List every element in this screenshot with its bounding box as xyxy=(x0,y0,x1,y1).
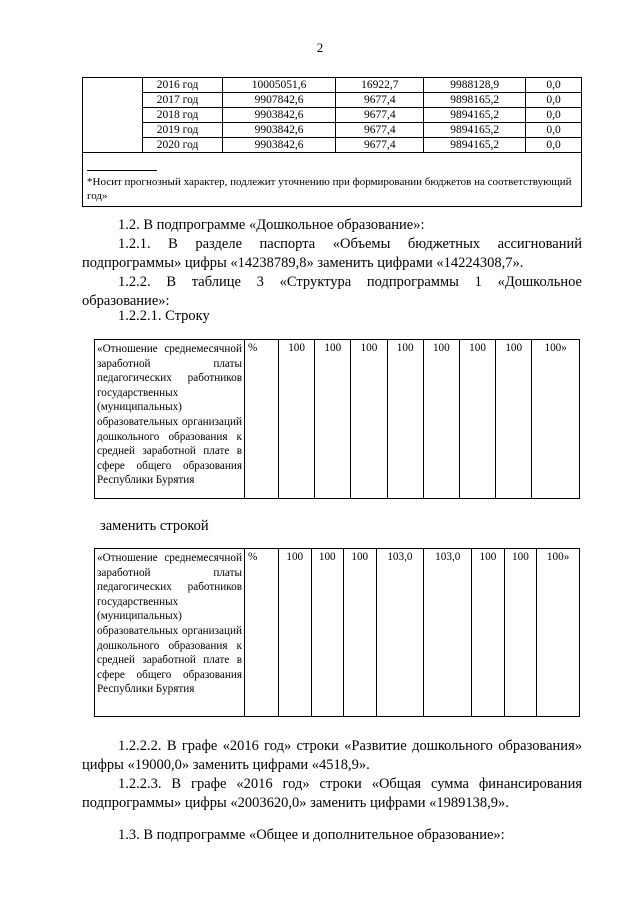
table-cell-total: 9903842,6 xyxy=(222,108,336,123)
table-cell-year: 2020 год xyxy=(142,138,222,153)
table-cell-total: 9903842,6 xyxy=(222,123,336,138)
table-row xyxy=(95,340,580,499)
table-cell-federal: 9677,4 xyxy=(336,123,424,138)
row-value: 100» xyxy=(532,340,580,499)
table-cell-year: 2019 год xyxy=(142,123,222,138)
row-description: «Отношение среднемесячной заработной платы педагогических работников государственных (муниципальных) образовательных организаций дошкольного образования к средней заработной плате в сфере общего образования Республики Бурятия xyxy=(95,549,245,717)
paragraph-1-2-2-3: 1.2.2.3. В графе «2016 год» строки «Общая сумма финансирования подпрограммы» цифры «2003620,0» заменить цифрами «1989138,9». xyxy=(82,776,582,811)
table-row xyxy=(83,123,582,138)
table-cell-local: 0,0 xyxy=(526,138,582,153)
table-row xyxy=(83,138,582,153)
budget-table xyxy=(82,77,582,207)
row-value: 100 xyxy=(496,340,532,499)
table-cell-year: 2018 год xyxy=(142,108,222,123)
table-cell-local: 0,0 xyxy=(526,78,582,93)
row-value: 103,0 xyxy=(376,549,424,717)
row-value: 100 xyxy=(311,549,344,717)
row-value: 100 xyxy=(279,340,315,499)
table-cell-regional: 9894165,2 xyxy=(424,138,526,153)
table-row xyxy=(83,93,582,108)
table-row-footnote xyxy=(83,153,582,207)
row-value: 103,0 xyxy=(424,549,472,717)
table-cell-local: 0,0 xyxy=(526,93,582,108)
row-table-new xyxy=(94,548,580,717)
table-cell-year: 2016 год xyxy=(142,78,222,93)
row-value: 100 xyxy=(472,549,505,717)
paragraph-replace: заменить строкой xyxy=(100,518,209,534)
row-unit: % xyxy=(245,549,279,717)
footnote-text: *Носит прогнозный характер, подлежит уточнению при формировании бюджетов на соответствующий год» xyxy=(87,176,572,202)
page-number: 2 xyxy=(316,40,324,55)
paragraph-1-2-2: 1.2.2. В таблице 3 «Структура подпрограммы 1 «Дошкольное образование»: xyxy=(82,274,582,309)
paragraph-1-2-2-1: 1.2.2.1. Строку xyxy=(118,308,210,324)
table-cell-regional: 9894165,2 xyxy=(424,123,526,138)
paragraph-1-2: 1.2. В подпрограмме «Дошкольное образование»: xyxy=(118,217,425,233)
paragraph-1-2-1: 1.2.1. В разделе паспорта «Объемы бюджетных ассигнований подпрограммы» цифры «14238789,8» заменить цифрами «14224308,7». xyxy=(82,236,582,271)
row-value: 100 xyxy=(279,549,312,717)
table-cell-regional: 9894165,2 xyxy=(424,108,526,123)
row-table-old xyxy=(94,339,580,499)
row-value: 100 xyxy=(387,340,423,499)
row-value: 100 xyxy=(351,340,387,499)
row-unit: % xyxy=(245,340,279,499)
paragraph-1-2-2-2: 1.2.2.2. В графе «2016 год» строки «Развитие дошкольного образования» цифры «19000,0» заменить цифрами «4518,9». xyxy=(82,738,582,773)
table-cell-empty xyxy=(83,78,143,153)
table-cell-regional: 9898165,2 xyxy=(424,93,526,108)
table-cell-federal: 16922,7 xyxy=(336,78,424,93)
table-footnote xyxy=(83,153,582,207)
table-cell-local: 0,0 xyxy=(526,108,582,123)
row-value: 100 xyxy=(504,549,537,717)
row-description: «Отношение среднемесячной заработной платы педагогических работников государственных (муниципальных) образовательных организаций дошкольного образования к средней заработной плате в сфере общего образования Республики Бурятия xyxy=(95,340,245,499)
table-cell-year: 2017 год xyxy=(142,93,222,108)
table-cell-local: 0,0 xyxy=(526,123,582,138)
table-row xyxy=(95,549,580,717)
table-cell-total: 9907842,6 xyxy=(222,93,336,108)
row-value: 100 xyxy=(423,340,459,499)
table-cell-total: 9903842,6 xyxy=(222,138,336,153)
row-value: 100 xyxy=(315,340,351,499)
row-value: 100 xyxy=(344,549,377,717)
footnote-divider xyxy=(87,170,157,171)
row-value: 100 xyxy=(459,340,495,499)
paragraph-1-3: 1.3. В подпрограмме «Общее и дополнительное образование»: xyxy=(118,827,505,843)
table-cell-total: 10005051,6 xyxy=(222,78,336,93)
table-row xyxy=(83,78,582,93)
table-cell-federal: 9677,4 xyxy=(336,138,424,153)
table-cell-regional: 9988128,9 xyxy=(424,78,526,93)
row-value: 100» xyxy=(537,549,580,717)
table-cell-federal: 9677,4 xyxy=(336,108,424,123)
table-cell-federal: 9677,4 xyxy=(336,93,424,108)
table-row xyxy=(83,108,582,123)
